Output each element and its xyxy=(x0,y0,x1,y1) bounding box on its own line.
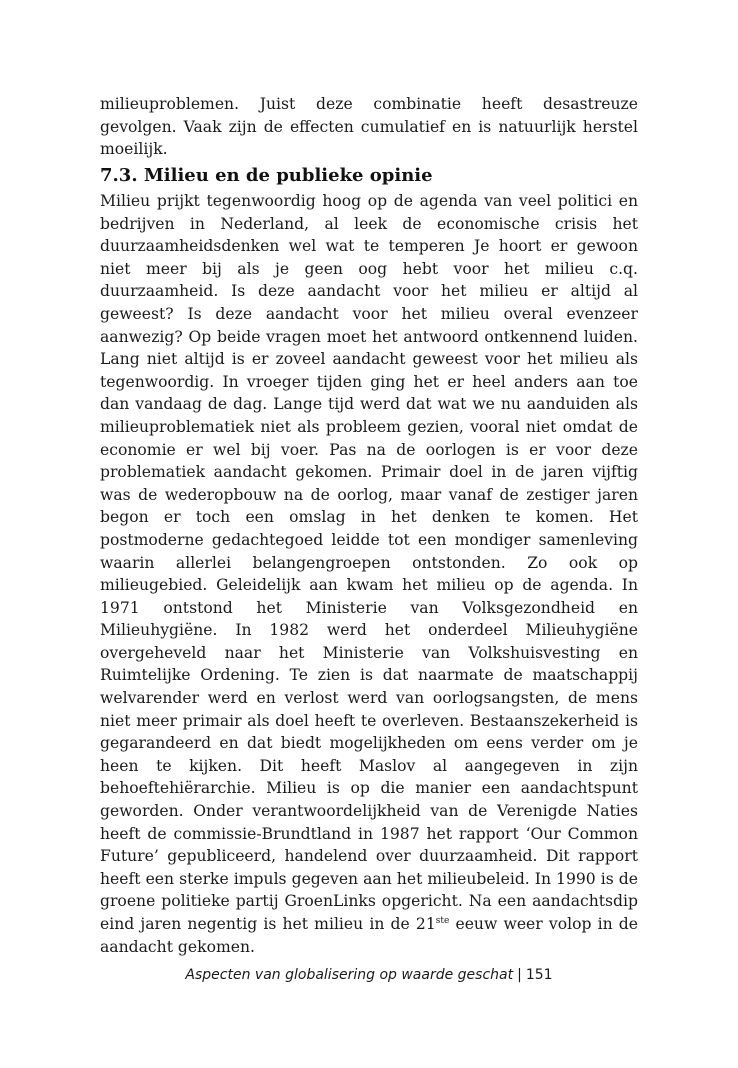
body-text-end: eeuw weer volop in de aandacht gekomen. xyxy=(100,915,638,956)
page-number: 151 xyxy=(525,967,553,983)
body-text-main: Milieu prijkt tegenwoordig hoog op de agenda van veel politici en bedrijven in Nederland, al leek de economische crisis het duurzaamheidsdenken wel wat te temperen Je hoort er gewoon niet meer bij als je geen oog hebt voor het milieu c.q. duurzaamheid. Is deze aandacht voor het milieu er altijd al geweest? Is deze aandacht voor het milieu overal evenzeer aanwezig? Op beide vragen moet het antwoord ontkennend luiden. Lang niet altijd is er zoveel aandacht geweest voor het milieu als tegenwoordig. In vroeger tijden ging het er heel anders aan toe dan vandaag de dag. Lange tijd werd dat wat we nu aanduiden als milieuproblematiek niet als probleem gezien, vooral niet omdat de economie er wel bij voer. Pas na de oorlogen is er voor deze problematiek aandacht gekomen. Primair doel in de jaren vijftig was de wederopbouw na de oorlog, maar vanaf de zestiger jaren begon er toch een omslag in het denken te komen. Het postmoderne gedachtegoed leidde tot een mondiger samenleving waarin allerlei belangengroepen ontstonden. Zo ook op milieugebied. Geleidelijk aan kwam het milieu op de agenda. In 1971 ontstond het Ministerie van Volksgezondheid en Milieuhygiëne. In 1982 werd het onderdeel Milieuhygiëne overgeheveld naar het Ministerie van Volkshuisvesting en Ruimtelijke Ordening. Te zien is dat naarmate de maatschappij welvarender werd en verlost werd van oorlogsangsten, de mens niet meer primair als doel heeft te overleven. Bestaanszekerheid is gegarandeerd en dat biedt mogelijkheden om eens verder om je heen te kijken. Dit heeft Maslov al aangegeven in zijn behoeftehiërarchie. Milieu is op die manier een aandachtspunt geworden. Onder verantwoordelijkheid van de Verenigde Naties heeft de commissie-Brundtland in 1987 het rapport ‘Our Common Future’ gepubliceerd, handelend over duurzaamheid. Dit rapport heeft een sterke impuls gegeven aan het milieubeleid. In 1990 is de groene politieke partij GroenLinks opgericht. Na een aandachtsdip eind jaren negentig is het milieu in de 21 xyxy=(100,192,638,933)
footer-separator: | xyxy=(517,967,522,983)
section-heading: 7.3. Milieu en de publieke opinie xyxy=(100,165,433,186)
intro-paragraph: milieuproblemen. Juist deze combinatie heeft desastreuze gevolgen. Vaak zijn de effecten cumulatief en is natuurlijk herstel moeilijk. xyxy=(100,95,638,159)
footer-book-title: Aspecten van globalisering op waarde geschat xyxy=(185,967,514,983)
ordinal-superscript: ste xyxy=(435,916,450,926)
section-body-paragraph xyxy=(100,190,638,958)
page-footer xyxy=(0,965,738,985)
